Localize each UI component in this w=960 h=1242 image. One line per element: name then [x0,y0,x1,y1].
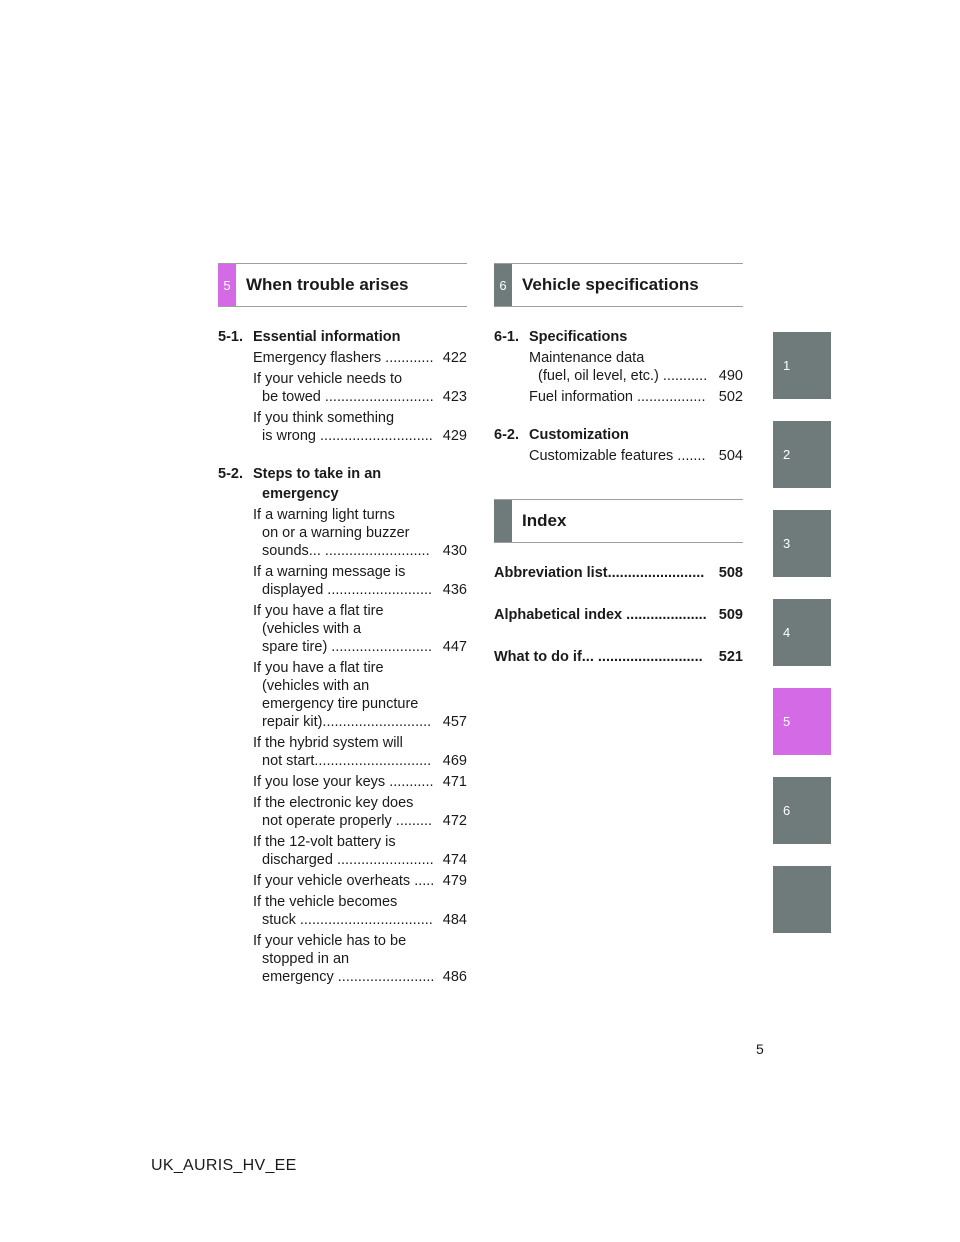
toc-entry-page: 490 [718,368,743,384]
index-header [494,499,743,543]
toc-group-title-text [529,426,629,444]
index-marker [494,500,512,542]
toc-entry-label [253,602,439,656]
footer-code: UK_AURIS_HV_EE [151,1157,297,1174]
toc-entry[interactable] [529,447,743,465]
toc-group-number: 5-1. [218,329,243,345]
toc-group-title-line: Essential information [253,329,401,345]
index-entry-page: 509 [718,607,743,623]
toc-entry-page: 447 [442,639,467,655]
toc-entry-line: If a warning message is [253,564,406,580]
toc-entry-label [253,370,439,406]
toc-entry-page: 502 [718,389,743,405]
toc-entry-page: 471 [442,774,467,790]
toc-entry-line: stopped in an [262,951,350,967]
toc-entry-page: 457 [442,714,467,730]
toc-group-title [494,328,743,346]
toc-entry-line: sounds... .......................... [262,543,430,559]
toc-entry-page: 429 [442,428,467,444]
index-title: Index [522,511,567,530]
toc-entry-page: 474 [442,852,467,868]
toc-group [218,465,467,986]
toc-entry[interactable] [253,893,467,929]
toc-entry[interactable] [253,734,467,770]
toc-entry-line: (fuel, oil level, etc.) ........... [538,368,708,384]
toc-entry-line: spare tire) ......................... [262,639,433,655]
toc-entry-label [253,773,439,791]
toc-entry[interactable] [529,388,743,406]
toc-entry-page: 436 [442,582,467,598]
toc-group [218,328,467,445]
toc-entry-line: If you have a flat tire [253,603,384,619]
toc-entry-label [253,794,439,830]
toc-entry-line: If you lose your keys ........... [253,774,434,790]
toc-entry-line: not operate properly ......... [262,813,433,829]
chapter-tab-blank[interactable] [773,866,831,933]
toc-group-number: 6-1. [494,329,519,345]
toc-entry[interactable] [253,349,467,367]
toc-entry[interactable] [253,659,467,731]
toc-group-title-line: Steps to take in an [253,466,382,482]
section-6-header [494,263,743,307]
toc-group-title [218,328,467,346]
toc-group-title-line: emergency [262,486,339,502]
toc-entry-line: is wrong ............................ [262,428,433,444]
toc-group-title-line: Specifications [529,329,628,345]
toc-group-title [218,465,467,503]
section-6-contents [494,328,743,465]
toc-entry-line: Customizable features ....... [529,448,706,464]
chapter-tab-5[interactable]: 5 [773,688,831,755]
toc-group-title-text [253,328,400,346]
toc-entry-line: If you think something [253,410,395,426]
index-entry[interactable] [494,564,743,582]
toc-entry-line: If you have a flat tire [253,660,384,676]
index-entry-label: What to do if... .......................... [494,649,703,665]
toc-entry-page: 422 [442,350,467,366]
toc-entry-page: 423 [442,389,467,405]
toc-entry-line: discharged ........................ [262,852,434,868]
toc-entry[interactable] [253,506,467,560]
toc-entry[interactable] [253,773,467,791]
section-6-number: 6 [494,264,512,306]
chapter-tab-2[interactable]: 2 [773,421,831,488]
toc-entry-line: If the hybrid system will [253,735,403,751]
toc-entry-label [253,659,439,731]
toc-entry[interactable] [253,370,467,406]
index-entry-label: Abbreviation list........................ [494,565,705,581]
section-5-number: 5 [218,264,236,306]
toc-entry-label [529,447,715,465]
chapter-tab-4[interactable]: 4 [773,599,831,666]
toc-entry-label [253,349,439,367]
toc-group [494,328,743,406]
index-entry-page: 521 [718,649,743,665]
toc-entry-line: If the 12-volt battery is [253,834,396,850]
toc-entry-line: be towed ........................... [262,389,434,405]
index-entry[interactable] [494,648,743,666]
toc-entry-label [253,932,439,986]
section-5-title: When trouble arises [246,275,409,294]
toc-entry-page: 486 [442,969,467,985]
index-entry-page: 508 [718,565,743,581]
toc-entry-label [253,872,439,890]
toc-entry[interactable] [253,602,467,656]
toc-entry-line: not start............................. [262,753,432,769]
toc-entry-line: repair kit)........................... [262,714,432,730]
toc-group-title-text [529,328,627,346]
toc-entry-line: If a warning light turns [253,507,395,523]
index-contents [494,564,743,690]
section-5-header [218,263,467,307]
toc-entry-label [253,409,439,445]
index-entry[interactable] [494,606,743,624]
toc-group-title-line: Customization [529,427,629,443]
toc-entry-line: Maintenance data [529,350,645,366]
page-number: 5 [756,1041,764,1057]
toc-entry-label [253,833,439,869]
toc-group [494,426,743,465]
chapter-tab-3[interactable]: 3 [773,510,831,577]
toc-entry-page: 479 [442,873,467,889]
toc-entry[interactable] [253,872,467,890]
toc-entry-label [253,734,439,770]
toc-entry[interactable] [253,932,467,986]
toc-entry-line: emergency ........................ [262,969,435,985]
toc-entry-line: (vehicles with an [262,678,370,694]
toc-entry-line: Fuel information ................. [529,389,706,405]
toc-group-number: 6-2. [494,427,519,443]
toc-entry[interactable] [529,349,743,385]
toc-entry-line: stuck ................................. [262,912,433,928]
toc-entry-label [529,349,715,385]
toc-entry-line: If the electronic key does [253,795,414,811]
toc-entry[interactable] [253,563,467,599]
toc-entry[interactable] [253,409,467,445]
toc-entry-label [253,506,439,560]
toc-entry-page: 430 [442,543,467,559]
chapter-tab-1[interactable]: 1 [773,332,831,399]
toc-entry-label [253,893,439,929]
toc-entry[interactable] [253,833,467,869]
section-6-title: Vehicle specifications [522,275,699,294]
section-5-contents [218,328,467,986]
toc-group-title-text [253,465,381,503]
index-entry-label: Alphabetical index .................... [494,607,707,623]
toc-entry-page: 484 [442,912,467,928]
toc-entry-page: 472 [442,813,467,829]
toc-entry-line: (vehicles with a [262,621,362,637]
toc-entry-page: 469 [442,753,467,769]
toc-entry-label [253,563,439,599]
toc-entry-line: If your vehicle overheats ..... [253,873,435,889]
chapter-tab-6[interactable]: 6 [773,777,831,844]
toc-entry-page: 504 [718,448,743,464]
toc-group-title [494,426,743,444]
toc-entry-line: If your vehicle needs to [253,371,403,387]
toc-entry-line: emergency tire puncture [262,696,419,712]
toc-entry-line: on or a warning buzzer [262,525,410,541]
toc-group-number: 5-2. [218,466,243,482]
toc-entry-line: If the vehicle becomes [253,894,398,910]
toc-entry-line: If your vehicle has to be [253,933,407,949]
toc-entry-line: Emergency flashers ............ [253,350,434,366]
toc-entry-label [529,388,715,406]
toc-entry[interactable] [253,794,467,830]
toc-entry-line: displayed .......................... [262,582,433,598]
